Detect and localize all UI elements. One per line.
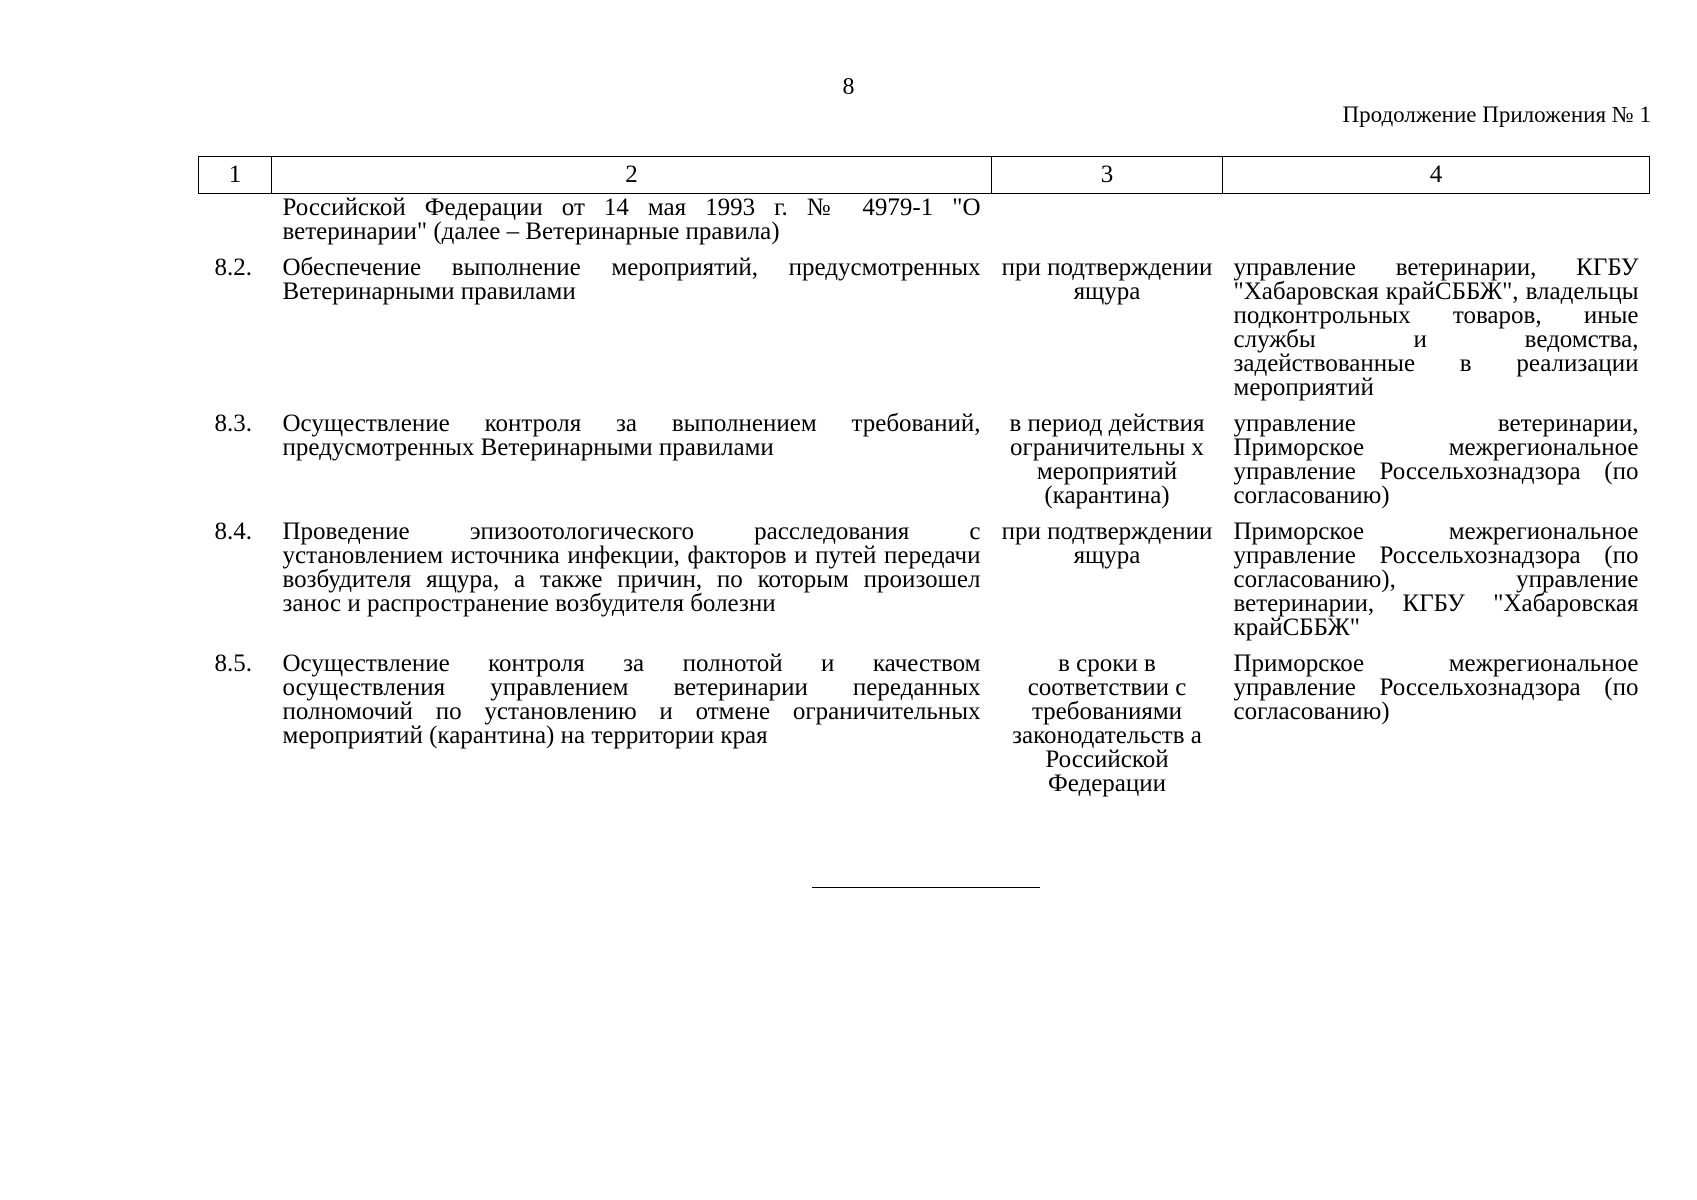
closing-divider xyxy=(812,887,1040,888)
table-row xyxy=(199,256,1650,412)
table-row xyxy=(199,652,1650,808)
row-action: Осуществление контроля за выполнением требований, предусмотренных Ветеринарными правилами xyxy=(282,410,981,461)
row-action: Обеспечение выполнение мероприятий, предусмотренных Ветеринарными правилами xyxy=(282,254,981,305)
row-action: Осуществление контроля за полнотой и качеством осуществления управлением ветеринарии переданных полномочий по установлению и отмене ограничительных мероприятий (карантина) на территории края xyxy=(282,650,981,749)
table-row xyxy=(199,194,1650,257)
row-term: в период действия ограничительны х мероприятий (карантина) xyxy=(1009,410,1205,509)
row-term: при подтверждении ящура xyxy=(1001,254,1213,305)
column-header-1: 1 xyxy=(199,157,272,194)
row-responsible: управление ветеринарии, КГБУ "Хабаровская крайСББЖ", владельцы подконтрольных товаров, иные службы и ведомства, задействованные в реализации мероприятий xyxy=(1233,254,1639,401)
row-number: 8.4. xyxy=(214,518,252,545)
appendix-continuation-label: Продолжение Приложения № 1 xyxy=(1342,102,1651,127)
row-term xyxy=(992,194,1223,257)
column-header-3: 3 xyxy=(992,157,1223,194)
row-responsible: управление ветеринарии, Приморское межрегиональное управление Россельхознадзора (по согласованию) xyxy=(1233,410,1639,509)
row-number: 8.5. xyxy=(214,650,252,677)
row-number: 8.3. xyxy=(214,410,252,437)
row-number: 8.2. xyxy=(214,254,252,281)
table-row xyxy=(199,412,1650,520)
table-row xyxy=(199,520,1650,652)
row-responsible: Приморское межрегиональное управление Россельхознадзора (по согласованию) xyxy=(1233,650,1639,725)
row-action: Российской Федерации от 14 мая 1993 г. № 4979-1 "О ветеринарии" (далее – Ветеринарные правила) xyxy=(282,194,981,245)
table-header-row xyxy=(199,157,1650,194)
column-header-2: 2 xyxy=(272,157,992,194)
row-action: Проведение эпизоотологического расследования с установлением источника инфекции, факторов и путей передачи возбудителя ящура, а также причин, по которым произошел занос и распространение возбудителя болезни xyxy=(282,518,981,617)
measures-table xyxy=(198,156,1650,808)
page-number: 8 xyxy=(842,74,855,100)
row-term: при подтверждении ящура xyxy=(1001,518,1213,569)
row-responsible xyxy=(1223,194,1650,257)
row-term: в сроки в соответствии с требованиями законодательств а Российской Федерации xyxy=(1012,650,1202,797)
row-number xyxy=(199,194,272,257)
row-responsible: Приморское межрегиональное управление Россельхознадзора (по согласованию), управление ветеринарии, КГБУ "Хабаровская крайСББЖ" xyxy=(1233,518,1639,641)
column-header-4: 4 xyxy=(1223,157,1650,194)
